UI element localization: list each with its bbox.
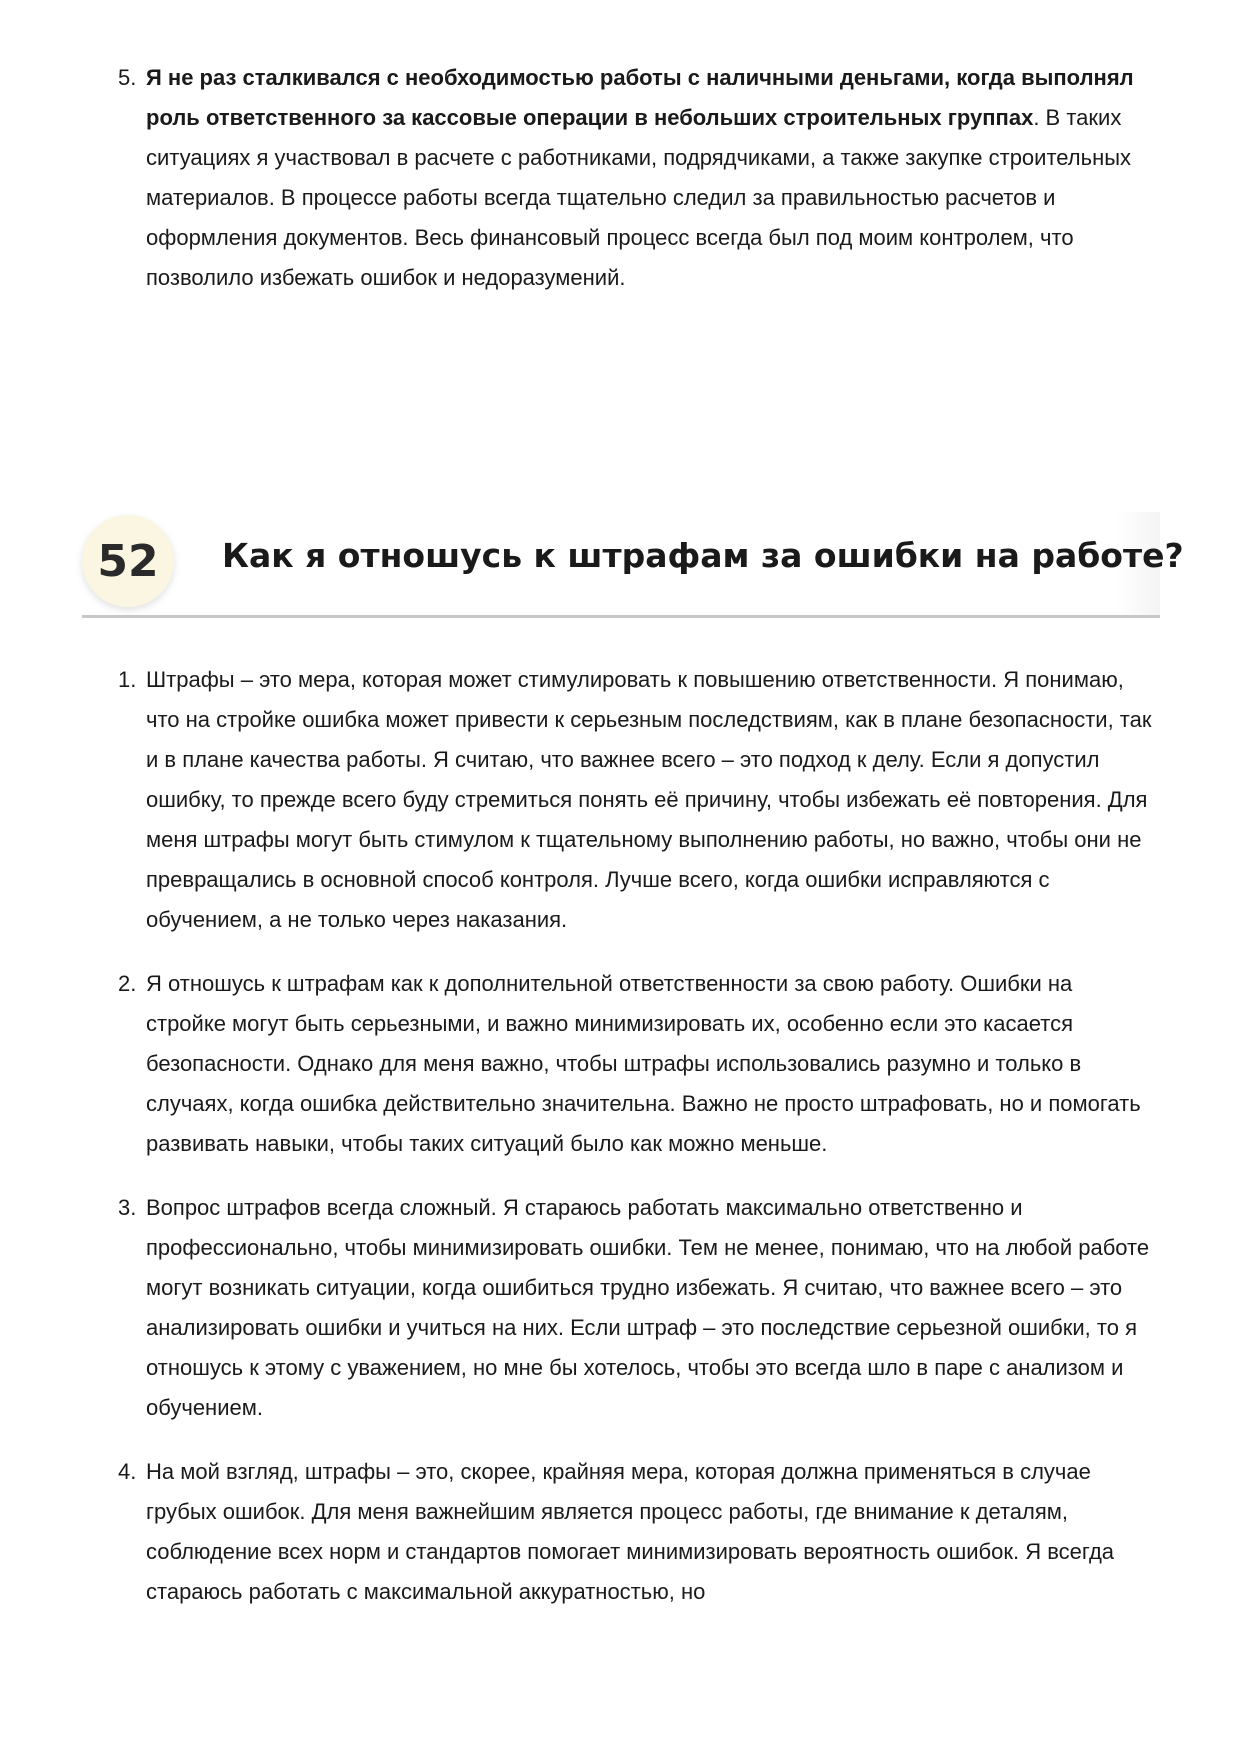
item-text: Вопрос штрафов всегда сложный. Я стараюсь работать максимально ответственно и профессионально, чтобы минимизировать ошибки. Тем не менее, понимаю, что на любой работе могут возникать ситуации, когда ошибиться трудно избежать. Я считаю, что важнее всего – это анализировать ошибки и учиться на них. Если штраф – это последствие серьезной ошибки, то я отношусь к этому с уважением, но мне бы хотелось, чтобы это всегда шло в паре с анализом и обучением. <box>146 1195 1150 1420</box>
item-number: 1. <box>118 667 137 692</box>
list-item <box>118 58 1158 298</box>
item-text: Штрафы – это мера, которая может стимулировать к повышению ответственности. Я понимаю, что на стройке ошибка может привести к серьезным последствиям, как в плане безопасности, так и в плане качества работы. Я считаю, что важнее всего – это подход к делу. Если я допустил ошибку, то прежде всего буду стремиться понять её причину, чтобы избежать её повторения. Для меня штрафы могут быть стимулом к тщательному выполнению работы, но важно, чтобы они не превращались в основной способ контроля. Лучше всего, когда ошибки исправляются с обучением, а не только через наказания. <box>146 667 1152 932</box>
item-bold-lead: Я не раз сталкивался с необходимостью работы с наличными деньгами, когда выполнял роль ответственного за кассовые операции в небольших строительных группах <box>146 65 1134 130</box>
section-title: Как я отношусь к штрафам за ошибки на работе? <box>222 536 1184 575</box>
item-number: 5. <box>118 65 137 90</box>
item-text: . В таких ситуациях я участвовал в расчете с работниками, подрядчиками, а также закупке строительных материалов. В процессе работы всегда тщательно следил за правильностью расчетов и оформления документов. Весь финансовый процесс всегда был под моим контролем, что позволило избежать ошибок и недоразумений. <box>146 105 1132 290</box>
item-number: 3. <box>118 1195 137 1220</box>
list-item <box>118 1188 1158 1428</box>
list-item <box>118 964 1158 1164</box>
item-text: Я отношусь к штрафам как к дополнительной ответственности за свою работу. Ошибки на стройке могут быть серьезными, и важно минимизировать их, особенно если это касается безопасности. Однако для меня важно, чтобы штрафы использовались разумно и только в случаях, когда ошибка действительно значительна. Важно не просто штрафовать, но и помогать развивать навыки, чтобы таких ситуаций было как можно меньше. <box>146 971 1141 1156</box>
question-number-badge: 52 <box>82 515 174 607</box>
list-item <box>118 660 1158 940</box>
item-text: На мой взгляд, штрафы – это, скорее, крайняя мера, которая должна применяться в случае грубых ошибок. Для меня важнейшим является процесс работы, где внимание к деталям, соблюдение всех норм и стандартов помогает минимизировать вероятность ошибок. Я всегда стараюсь работать с максимальной аккуратностью, но <box>146 1459 1115 1604</box>
answers-list <box>118 660 1158 1636</box>
item-number: 2. <box>118 971 137 996</box>
previous-answers-list <box>118 58 1158 322</box>
item-number: 4. <box>118 1459 137 1484</box>
header-divider <box>82 615 1160 618</box>
list-item <box>118 1452 1158 1612</box>
section-header <box>82 512 1184 618</box>
